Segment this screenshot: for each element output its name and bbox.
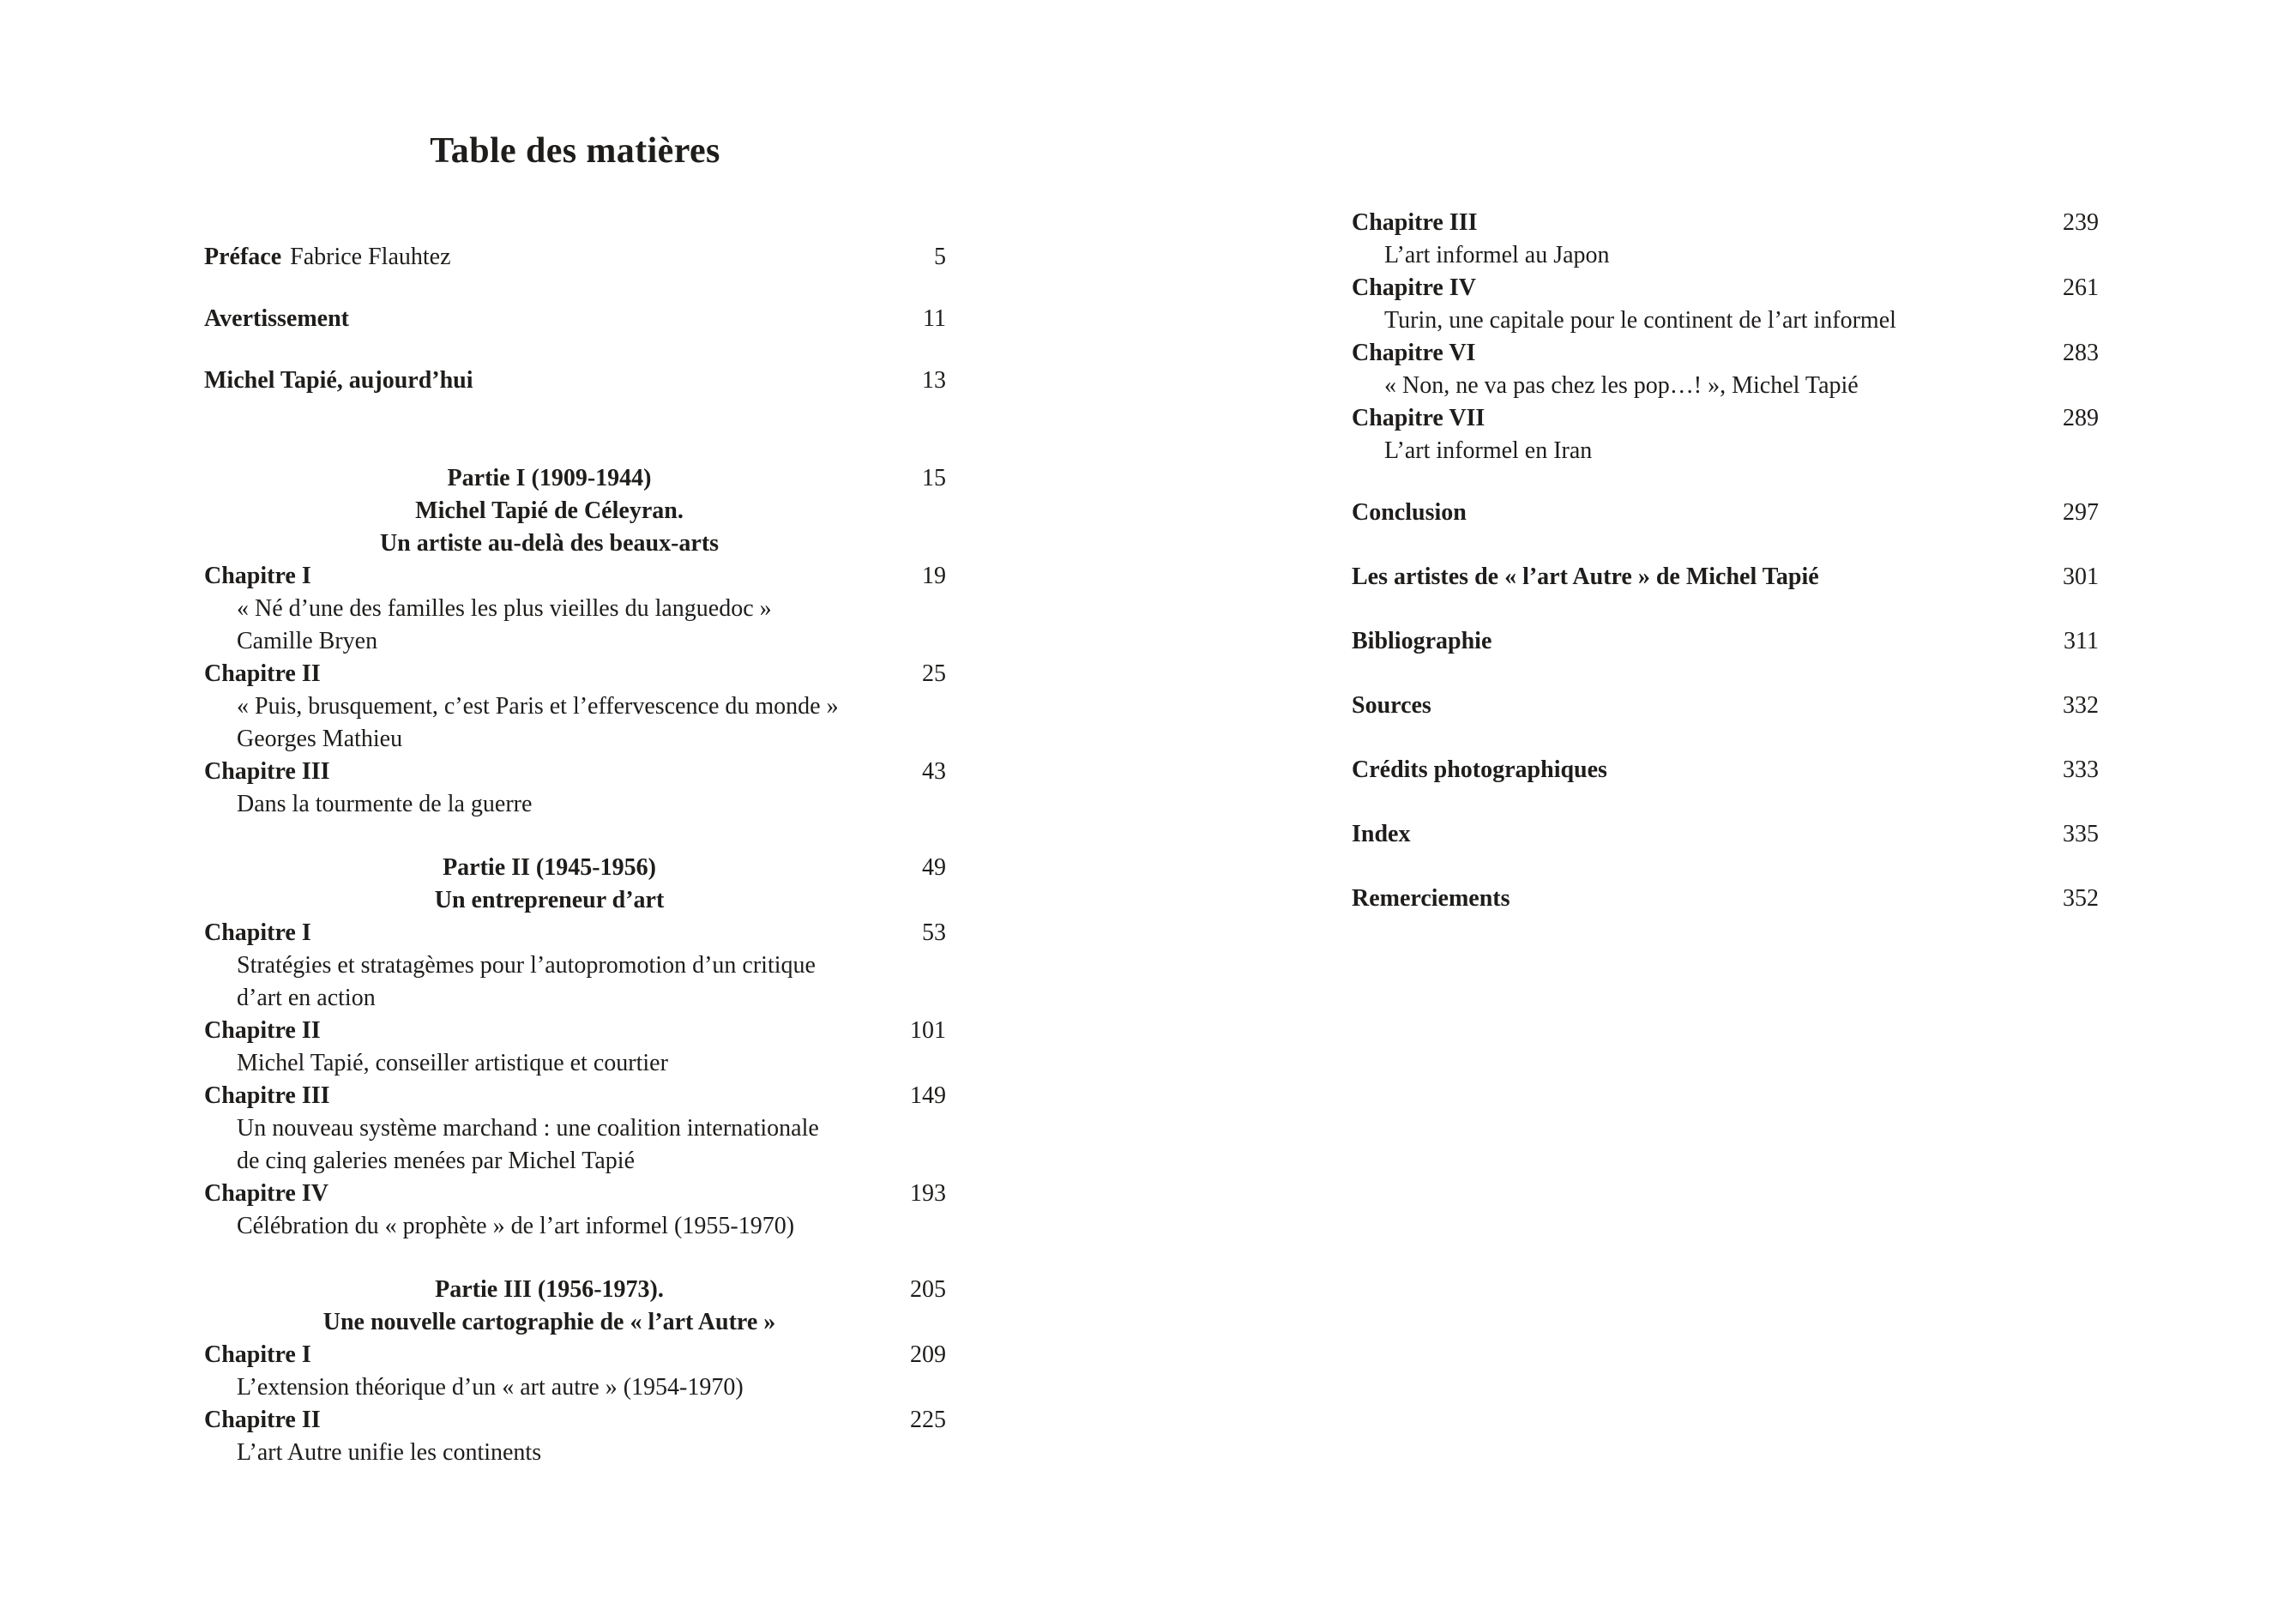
page-number: 239 bbox=[2063, 209, 2099, 236]
toc-chapter-row bbox=[204, 756, 946, 788]
toc-subtitle-row bbox=[204, 625, 946, 658]
toc-entry-row bbox=[1352, 883, 2099, 915]
toc-part-heading-row bbox=[204, 495, 946, 527]
toc-subtitle-row bbox=[204, 788, 946, 821]
entry-label-bold: Préface bbox=[204, 244, 282, 270]
part-heading-text: Un artiste au-delà des beaux-arts bbox=[379, 530, 720, 557]
toc-subtitle-row bbox=[204, 593, 946, 625]
chapter-label: Chapitre I bbox=[204, 1341, 311, 1368]
toc-chapter-row bbox=[204, 658, 946, 690]
page-number: 5 bbox=[934, 244, 946, 270]
page-title: Table des matières bbox=[430, 131, 720, 171]
chapter-label: Chapitre II bbox=[204, 1017, 321, 1044]
subtitle-text: Dans la tourmente de la guerre bbox=[237, 791, 533, 817]
toc-subtitle-row bbox=[1352, 304, 2099, 337]
entry-label: Michel Tapié, aujourd’hui bbox=[204, 367, 473, 394]
toc-subtitle-row bbox=[204, 690, 946, 723]
chapter-label: Chapitre III bbox=[204, 758, 330, 785]
subtitle-text: « Puis, brusquement, c’est Paris et l’effervescence du monde » bbox=[237, 693, 839, 720]
part-heading-text: Partie III (1956-1973). bbox=[435, 1276, 664, 1303]
subtitle-text: L’art Autre unifie les continents bbox=[237, 1439, 542, 1466]
chapter-label: Chapitre II bbox=[204, 660, 321, 687]
chapter-label: Chapitre I bbox=[204, 563, 311, 589]
toc-chapter-row bbox=[204, 1015, 946, 1047]
toc-entry-row bbox=[1352, 561, 2099, 594]
page-number: 19 bbox=[922, 563, 946, 589]
page-number: 335 bbox=[2063, 821, 2099, 847]
subtitle-text: Michel Tapié, conseiller artistique et courtier bbox=[237, 1050, 668, 1076]
subtitle-text: « Né d’une des familles les plus vieilles du languedoc » bbox=[237, 595, 772, 622]
subtitle-text: Stratégies et stratagèmes pour l’autopromotion d’un critique bbox=[237, 952, 816, 979]
toc-part-heading-row bbox=[204, 1274, 946, 1306]
chapter-label: Chapitre VI bbox=[1352, 340, 1476, 366]
chapter-label: Chapitre IV bbox=[204, 1180, 328, 1207]
toc-subtitle-row bbox=[204, 1371, 946, 1404]
page-number: 209 bbox=[910, 1341, 946, 1368]
part-heading-text: Partie II (1945-1956) bbox=[443, 854, 656, 881]
page-number: 193 bbox=[910, 1180, 946, 1207]
subtitle-text: L’art informel en Iran bbox=[1384, 437, 1593, 464]
chapter-label: Chapitre III bbox=[204, 1082, 330, 1109]
toc-part-heading-row bbox=[204, 884, 946, 917]
part-heading-text: Un entrepreneur d’art bbox=[434, 887, 665, 913]
toc-subtitle-row bbox=[204, 1145, 946, 1178]
toc-chapter-row bbox=[204, 1339, 946, 1371]
toc-entry-row bbox=[1352, 625, 2099, 658]
chapter-label: Chapitre II bbox=[204, 1407, 321, 1433]
page-number: 149 bbox=[910, 1082, 946, 1109]
subtitle-text: « Non, ne va pas chez les pop…! », Michel Tapié bbox=[1384, 372, 1859, 399]
entry-label bbox=[204, 241, 451, 274]
chapter-label: Chapitre VII bbox=[1352, 405, 1485, 431]
subtitle-text: de cinq galeries menées par Michel Tapié bbox=[237, 1148, 635, 1174]
page-number: 49 bbox=[922, 854, 946, 881]
chapter-label: Chapitre IV bbox=[1352, 274, 1476, 301]
page-number: 225 bbox=[910, 1407, 946, 1433]
toc-part-heading-row bbox=[204, 527, 946, 560]
toc-chapter-row bbox=[1352, 402, 2099, 435]
toc-subtitle-row bbox=[204, 1210, 946, 1243]
toc-part-heading-row bbox=[204, 462, 946, 495]
toc-subtitle-row bbox=[204, 1112, 946, 1145]
entry-label: Crédits photographiques bbox=[1352, 756, 1607, 783]
toc-subtitle-row bbox=[1352, 239, 2099, 272]
part-heading-text: Michel Tapié de Céleyran. bbox=[415, 497, 684, 524]
toc-entry-row bbox=[204, 241, 946, 274]
page-number: 352 bbox=[2063, 885, 2099, 912]
toc-subtitle-row bbox=[204, 949, 946, 982]
page-number: 25 bbox=[922, 660, 946, 687]
subtitle-text: Camille Bryen bbox=[237, 628, 378, 654]
entry-label: Les artistes de « l’art Autre » de Michel Tapié bbox=[1352, 563, 1819, 590]
entry-label-author: Fabrice Flauhtez bbox=[290, 244, 451, 270]
subtitle-text: L’art informel au Japon bbox=[1384, 242, 1610, 268]
page-number: 43 bbox=[922, 758, 946, 785]
toc-chapter-row bbox=[1352, 272, 2099, 304]
toc-subtitle-row bbox=[204, 982, 946, 1015]
toc-chapter-row bbox=[1352, 207, 2099, 239]
toc-chapter-row bbox=[204, 1178, 946, 1210]
page-number: 332 bbox=[2063, 692, 2099, 719]
page-number: 333 bbox=[2063, 756, 2099, 783]
toc-left-column bbox=[204, 0, 946, 1621]
subtitle-text: d’art en action bbox=[237, 985, 376, 1011]
page-number: 13 bbox=[922, 367, 946, 394]
page-number: 311 bbox=[2064, 628, 2099, 654]
toc-subtitle-row bbox=[204, 1047, 946, 1080]
toc-chapter-row bbox=[204, 560, 946, 593]
subtitle-text: Un nouveau système marchand : une coalition internationale bbox=[237, 1115, 819, 1142]
toc-chapter-row bbox=[204, 1404, 946, 1437]
toc-entry-row bbox=[204, 365, 946, 397]
page-number: 53 bbox=[922, 919, 946, 946]
page-number: 297 bbox=[2063, 499, 2099, 526]
subtitle-text: L’extension théorique d’un « art autre » (1954-1970) bbox=[237, 1374, 744, 1401]
part-heading-text: Partie I (1909-1944) bbox=[447, 465, 652, 491]
toc-subtitle-row bbox=[204, 1437, 946, 1469]
page-number: 205 bbox=[910, 1276, 946, 1303]
entry-label: Index bbox=[1352, 821, 1411, 847]
entry-label: Avertissement bbox=[204, 305, 349, 332]
page-number: 15 bbox=[922, 465, 946, 491]
page-number: 301 bbox=[2063, 563, 2099, 590]
toc-chapter-row bbox=[204, 917, 946, 949]
page-number: 261 bbox=[2063, 274, 2099, 301]
subtitle-text: Georges Mathieu bbox=[237, 726, 403, 752]
toc-subtitle-row bbox=[1352, 435, 2099, 467]
page-number: 11 bbox=[923, 305, 946, 332]
page-number: 289 bbox=[2063, 405, 2099, 431]
chapter-label: Chapitre I bbox=[204, 919, 311, 946]
toc-entry-row bbox=[1352, 690, 2099, 722]
entry-label: Sources bbox=[1352, 692, 1431, 719]
toc-subtitle-row bbox=[1352, 370, 2099, 402]
toc-subtitle-row bbox=[204, 723, 946, 756]
toc-entry-row bbox=[1352, 818, 2099, 851]
toc-chapter-row bbox=[1352, 337, 2099, 370]
toc-part-heading-row bbox=[204, 852, 946, 884]
chapter-label: Chapitre III bbox=[1352, 209, 1478, 236]
entry-label: Conclusion bbox=[1352, 499, 1467, 526]
entry-label: Bibliographie bbox=[1352, 628, 1492, 654]
part-heading-text: Une nouvelle cartographie de « l’art Autre » bbox=[322, 1309, 776, 1335]
toc-entry-row bbox=[1352, 754, 2099, 786]
toc-part-heading-row bbox=[204, 1306, 946, 1339]
toc-chapter-row bbox=[204, 1080, 946, 1112]
page-number: 101 bbox=[910, 1017, 946, 1044]
entry-label: Remerciements bbox=[1352, 885, 1510, 912]
toc-entry-row bbox=[1352, 497, 2099, 529]
subtitle-text: Turin, une capitale pour le continent de l’art informel bbox=[1384, 307, 1896, 334]
subtitle-text: Célébration du « prophète » de l’art informel (1955-1970) bbox=[237, 1213, 795, 1239]
toc-entry-row bbox=[204, 303, 946, 335]
toc-right-column bbox=[1352, 0, 2099, 1621]
page-number: 283 bbox=[2063, 340, 2099, 366]
